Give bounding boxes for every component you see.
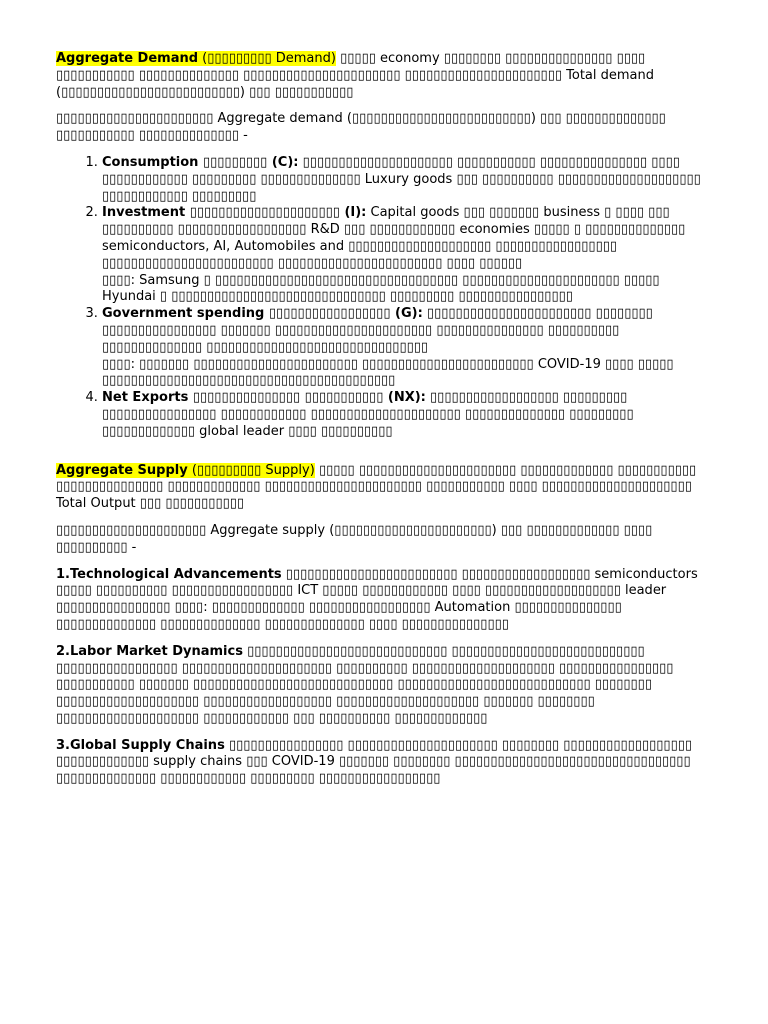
ad-item-text: Capital goods ▯▯▯ ▯▯▯▯▯▯▯ business ▯ ▯▯▯▯ ▯▯▯ ▯▯▯▯▯▯▯▯▯▯ ▯▯▯▯▯▯▯▯▯▯▯▯▯▯▯▯▯▯ R&D ▯▯▯ ▯▯▯▯▯▯▯▯▯▯▯▯ economies ▯▯▯▯▯ ▯ ▯▯▯▯▯▯▯▯▯▯▯▯▯▯ semiconductors, AI, Automobiles and ▯▯▯▯▯▯▯▯▯▯▯▯▯▯▯▯▯▯▯▯ ▯▯▯▯▯▯▯▯▯▯▯▯▯▯▯▯▯ ▯▯▯▯▯▯▯▯▯▯▯▯▯▯▯▯▯▯▯▯▯▯▯▯ ▯▯▯▯▯▯▯▯▯▯▯▯▯▯▯▯▯▯▯▯▯▯▯ ▯▯▯▯ ▯▯▯▯▯▯ — [102, 205, 686, 271]
as-item-title: 1.Technological Advancements — [56, 566, 282, 582]
ad-intro-text: ▯▯▯▯▯ economy ▯▯▯▯▯▯▯▯ ▯▯▯▯▯▯▯▯▯▯▯▯▯▯▯ ▯▯▯▯ ▯▯▯▯▯▯▯▯▯▯▯ ▯▯▯▯▯▯▯▯▯▯▯▯▯▯ ▯▯▯▯▯▯▯▯▯▯▯▯▯▯▯▯▯▯▯▯▯▯ ▯▯▯▯▯▯▯▯▯▯▯▯▯▯▯▯▯▯▯▯▯▯ Total demand (▯▯▯▯▯▯▯▯▯▯▯▯▯▯▯▯▯▯▯▯▯▯▯▯▯) ▯▯▯ ▯▯▯▯▯▯▯▯▯▯▯ — [56, 51, 655, 100]
ad-item-text: ▯▯▯▯▯▯▯▯▯▯▯▯▯▯▯▯▯▯ ▯▯▯▯▯▯▯▯▯ ▯▯▯▯▯▯▯▯▯▯▯▯▯▯▯▯ ▯▯▯▯▯▯▯▯▯▯▯▯ ▯▯▯▯▯▯▯▯▯▯▯▯▯▯▯▯▯▯▯▯▯ ▯▯▯▯▯▯▯▯▯▯▯▯▯▯ ▯▯▯▯▯▯▯▯▯ ▯▯▯▯▯▯▯▯▯▯▯▯▯ global leader ▯▯▯▯ ▯▯▯▯▯▯▯▯▯▯ — [102, 390, 634, 439]
document-page — [56, 51, 716, 798]
ad-heading-paren: (▯▯▯▯▯▯▯▯▯ Demand) — [202, 51, 336, 66]
as-item-text: ▯▯▯▯▯▯▯▯▯▯▯▯▯▯▯▯▯▯▯▯▯▯▯▯ ▯▯▯▯▯▯▯▯▯▯▯▯▯▯▯▯▯▯ semiconductors ▯▯▯▯▯ ▯▯▯▯▯▯▯▯▯▯ ▯▯▯▯▯▯▯▯▯▯▯▯▯▯▯▯▯ ICT ▯▯▯▯▯ ▯▯▯▯▯▯▯▯▯▯▯▯ ▯▯▯▯ ▯▯▯▯▯▯▯▯▯▯▯▯▯▯▯▯▯▯▯ leader ▯▯▯▯▯▯▯▯▯▯▯▯▯▯▯▯ ▯▯▯▯: ▯▯▯▯▯▯▯▯▯▯▯▯▯ ▯▯▯▯▯▯▯▯▯▯▯▯▯▯▯▯▯ Automation ▯▯▯▯▯▯▯▯▯▯▯▯▯▯▯ ▯▯▯▯▯▯▯▯▯▯▯▯▯▯ ▯▯▯▯▯▯▯▯▯▯▯▯▯▯ ▯▯▯▯▯▯▯▯▯▯▯▯▯▯ ▯▯▯▯ ▯▯▯▯▯▯▯▯▯▯▯▯▯▯▯ — [56, 566, 698, 632]
ad-item-title: Consumption ▯▯▯▯▯▯▯▯▯ (C): — [102, 154, 299, 170]
ad-item-investment — [102, 205, 716, 306]
ad-lead-paragraph: ▯▯▯▯▯▯▯▯▯▯▯▯▯▯▯▯▯▯▯▯▯▯ Aggregate demand (▯▯▯▯▯▯▯▯▯▯▯▯▯▯▯▯▯▯▯▯▯▯▯▯▯) ▯▯▯ ▯▯▯▯▯▯▯▯▯▯▯▯▯▯ ▯▯▯▯▯▯▯▯▯▯▯ ▯▯▯▯▯▯▯▯▯▯▯▯▯▯ - — [56, 111, 666, 144]
ad-heading-highlight — [56, 51, 336, 66]
ad-intro-paragraph — [56, 51, 716, 101]
ad-item-net-exports — [102, 390, 716, 440]
as-intro-paragraph — [56, 463, 716, 513]
as-item-labor — [56, 644, 716, 728]
ad-item-example: ▯▯▯▯: Samsung ▯ ▯▯▯▯▯▯▯▯▯▯▯▯▯▯▯▯▯▯▯▯▯▯▯▯▯▯▯▯▯▯▯▯▯▯ ▯▯▯▯▯▯▯▯▯▯▯▯▯▯▯▯▯▯▯▯▯▯ ▯▯▯▯▯ Hyundai ▯ ▯▯▯▯▯▯▯▯▯▯▯▯▯▯▯▯▯▯▯▯▯▯▯▯▯▯▯▯▯▯ ▯▯▯▯▯▯▯▯▯ ▯▯▯▯▯▯▯▯▯▯▯▯▯▯▯▯ — [102, 272, 660, 305]
ad-item-text: ▯▯▯▯▯▯▯▯▯▯▯▯▯▯▯▯▯▯▯▯▯ ▯▯▯▯▯▯▯▯▯▯▯ ▯▯▯▯▯▯▯▯▯▯▯▯▯▯▯ ▯▯▯▯ ▯▯▯▯▯▯▯▯▯▯▯▯ ▯▯▯▯▯▯▯▯▯ ▯▯▯▯▯▯▯▯▯▯▯▯▯▯ Luxury goods ▯▯▯ ▯▯▯▯▯▯▯▯▯▯ ▯▯▯▯▯▯▯▯▯▯▯▯▯▯▯▯▯▯▯▯ ▯▯▯▯▯▯▯▯▯▯▯▯ ▯▯▯▯▯▯▯▯▯ — [102, 154, 701, 204]
as-item-title: 2.Labor Market Dynamics — [56, 643, 243, 659]
ad-item-government — [102, 306, 716, 390]
as-heading: Aggregate Supply — [56, 462, 188, 478]
as-item-technology — [56, 567, 716, 634]
as-heading-highlight — [56, 463, 315, 478]
as-lead-paragraph: ▯▯▯▯▯▯▯▯▯▯▯▯▯▯▯▯▯▯▯▯▯ Aggregate supply (▯▯▯▯▯▯▯▯▯▯▯▯▯▯▯▯▯▯▯▯▯▯) ▯▯▯ ▯▯▯▯▯▯▯▯▯▯▯▯▯ ▯▯▯▯ ▯▯▯▯▯▯▯▯▯▯ - — [56, 522, 653, 555]
as-heading-paren: (▯▯▯▯▯▯▯▯▯ Supply) — [191, 462, 315, 478]
ad-component-list — [56, 155, 716, 441]
ad-item-title: Investment ▯▯▯▯▯▯▯▯▯▯▯▯▯▯▯▯▯▯▯▯▯ (I): — [102, 205, 367, 221]
ad-item-consumption — [102, 155, 716, 205]
ad-item-title: Government spending ▯▯▯▯▯▯▯▯▯▯▯▯▯▯▯▯▯ (G): — [102, 306, 423, 322]
as-item-supply-chains — [56, 738, 716, 788]
ad-item-example: ▯▯▯▯: ▯▯▯▯▯▯▯ ▯▯▯▯▯▯▯▯▯▯▯▯▯▯▯▯▯▯▯▯▯▯▯ ▯▯▯▯▯▯▯▯▯▯▯▯▯▯▯▯▯▯▯▯▯▯▯▯ COVID-19 ▯▯▯▯ ▯▯▯▯▯ ▯▯▯▯▯▯▯▯▯▯▯▯▯▯▯▯▯▯▯▯▯▯▯▯▯▯▯▯▯▯▯▯▯▯▯▯▯▯▯▯▯ — [102, 356, 674, 389]
ad-item-text: ▯▯▯▯▯▯▯▯▯▯▯▯▯▯▯▯▯▯▯▯▯▯▯ ▯▯▯▯▯▯▯▯ ▯▯▯▯▯▯▯▯▯▯▯▯▯▯▯▯ ▯▯▯▯▯▯▯ ▯▯▯▯▯▯▯▯▯▯▯▯▯▯▯▯▯▯▯▯▯▯ ▯▯▯▯▯▯▯▯▯▯▯▯▯▯▯ ▯▯▯▯▯▯▯▯▯▯ ▯▯▯▯▯▯▯▯▯▯▯▯▯▯ ▯▯▯▯▯▯▯▯▯▯▯▯▯▯▯▯▯▯▯▯▯▯▯▯▯▯▯▯▯▯▯ — [102, 306, 653, 355]
as-item-title: 3.Global Supply Chains — [56, 737, 225, 753]
as-intro-text: ▯▯▯▯▯ ▯▯▯▯▯▯▯▯▯▯▯▯▯▯▯▯▯▯▯▯▯▯ ▯▯▯▯▯▯▯▯▯▯▯▯▯ ▯▯▯▯▯▯▯▯▯▯▯ ▯▯▯▯▯▯▯▯▯▯▯▯▯▯▯ ▯▯▯▯▯▯▯▯▯▯▯▯▯ ▯▯▯▯▯▯▯▯▯▯▯▯▯▯▯▯▯▯▯▯▯▯ ▯▯▯▯▯▯▯▯▯▯▯ ▯▯▯▯ ▯▯▯▯▯▯▯▯▯▯▯▯▯▯▯▯▯▯▯▯▯ Total Output ▯▯▯ ▯▯▯▯▯▯▯▯▯▯▯ — [56, 462, 697, 512]
ad-heading: Aggregate Demand — [56, 51, 199, 66]
ad-item-title: Net Exports ▯▯▯▯▯▯▯▯▯▯▯▯▯▯▯ ▯▯▯▯▯▯▯▯▯▯▯ (NX): — [102, 390, 426, 406]
as-item-text: ▯▯▯▯▯▯▯▯▯▯▯▯▯▯▯▯ ▯▯▯▯▯▯▯▯▯▯▯▯▯▯▯▯▯▯▯▯▯ ▯▯▯▯▯▯▯▯ ▯▯▯▯▯▯▯▯▯▯▯▯▯▯▯▯▯▯ ▯▯▯▯▯▯▯▯▯▯▯▯▯ supply chains ▯▯▯ COVID-19 ▯▯▯▯▯▯▯ ▯▯▯▯▯▯▯▯ ▯▯▯▯▯▯▯▯▯▯▯▯▯▯▯▯▯▯▯▯▯▯▯▯▯▯▯▯▯▯▯▯▯ ▯▯▯▯▯▯▯▯▯▯▯▯▯▯ ▯▯▯▯▯▯▯▯▯▯▯▯ ▯▯▯▯▯▯▯▯▯ ▯▯▯▯▯▯▯▯▯▯▯▯▯▯▯▯▯ — [56, 737, 693, 787]
as-item-text: ▯▯▯▯▯▯▯▯▯▯▯▯▯▯▯▯▯▯▯▯▯▯▯▯▯▯▯▯ ▯▯▯▯▯▯▯▯▯▯▯▯▯▯▯▯▯▯▯▯▯▯▯▯▯▯▯ ▯▯▯▯▯▯▯▯▯▯▯▯▯▯▯▯▯ ▯▯▯▯▯▯▯▯▯▯▯▯▯▯▯▯▯▯▯▯▯ ▯▯▯▯▯▯▯▯▯▯ ▯▯▯▯▯▯▯▯▯▯▯▯▯▯▯▯▯▯▯▯ ▯▯▯▯▯▯▯▯▯▯▯▯▯▯▯▯ ▯▯▯▯▯▯▯▯▯▯▯ ▯▯▯▯▯▯▯ ▯▯▯▯▯▯▯▯▯▯▯▯▯▯▯▯▯▯▯▯▯▯▯▯▯▯▯▯ ▯▯▯▯▯▯▯▯▯▯▯▯▯▯▯▯▯▯▯▯▯▯▯▯▯▯▯ ▯▯▯▯▯▯▯▯ ▯▯▯▯▯▯▯▯▯▯▯▯▯▯▯▯▯▯▯▯ ▯▯▯▯▯▯▯▯▯▯▯▯▯▯▯▯▯▯ ▯▯▯▯▯▯▯▯▯▯▯▯▯▯▯▯▯▯▯▯ ▯▯▯▯▯▯▯ ▯▯▯▯▯▯▯▯ ▯▯▯▯▯▯▯▯▯▯▯▯▯▯▯▯▯▯▯▯ ▯▯▯▯▯▯▯▯▯▯▯▯ ▯▯▯ ▯▯▯▯▯▯▯▯▯▯ ▯▯▯▯▯▯▯▯▯▯▯▯▯ — [56, 643, 674, 726]
